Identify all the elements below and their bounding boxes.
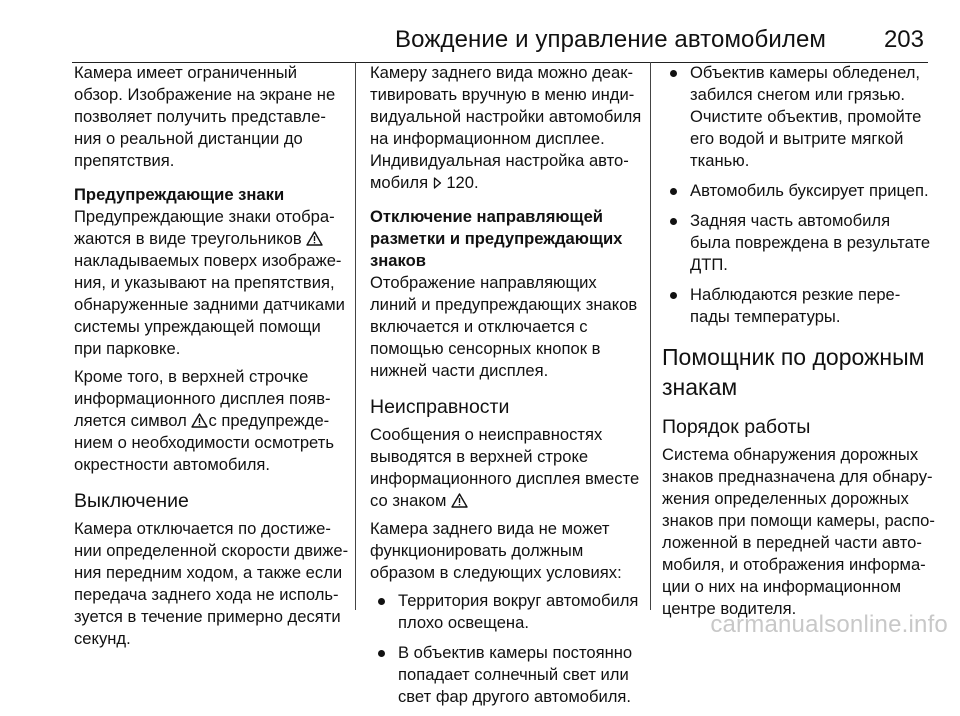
paragraph: Кроме того, в верхней строчке информационного дисплея появ‐ ляется символ с предупрежде‐ нием о необходимости осмотреть окрестности автомобиля. bbox=[74, 367, 334, 474]
warning-triangle-icon bbox=[191, 413, 208, 428]
paragraph: Камеру заднего вида можно деак‐ тивировать вручную в меню инди‐ видуальной настройки автомобиля на информационном дисплее. Индивидуальная настройка авто‐ мобиля 120. bbox=[370, 63, 642, 192]
condition-list bbox=[370, 590, 638, 708]
paragraph: Камера имеет ограниченный обзор. Изображение на экране не позволяет получить представле‐ ния о реальной дистанции до препятствия. bbox=[74, 63, 336, 170]
column-2 bbox=[370, 62, 642, 716]
bullet-icon bbox=[670, 292, 677, 299]
bullet-icon bbox=[670, 70, 677, 77]
heading-shutdown: Выключение bbox=[74, 490, 189, 512]
list-item: Автомобиль буксирует прицеп. bbox=[662, 180, 932, 202]
heading-operation: Порядок работы bbox=[662, 416, 811, 438]
column-3 bbox=[662, 62, 935, 620]
list-item: Территория вокруг автомобиля плохо освещена. bbox=[370, 590, 638, 634]
paragraph: Камера заднего вида не может функционировать должным образом в следующих условиях: bbox=[370, 519, 622, 582]
list-item: Объектив камеры обледенел, забился снегом или грязью. Очистите объектив, промойте его водой и вытрите мягкой тканью. bbox=[662, 62, 932, 172]
paragraph: Система обнаружения дорожных знаков предназначена для обнару‐ жения определенных дорожных знаков при помощи камеры, распо‐ ложенной в передней части авто‐ мобиля, и отображения информа‐ ции о них на информационном центре водителя. bbox=[662, 445, 935, 618]
page-header bbox=[72, 20, 928, 63]
column-divider bbox=[650, 62, 651, 610]
watermark: carmanualsonline.info bbox=[710, 611, 948, 638]
column-divider bbox=[355, 62, 356, 610]
section-title-traffic-sign-assistant: Помощник по дорожным знакам bbox=[662, 344, 925, 400]
list-item: Задняя часть автомобиля была повреждена в результате ДТП. bbox=[662, 210, 932, 276]
heading-faults: Неисправности bbox=[370, 396, 510, 418]
subheading-warning-signs: Предупреждающие знаки bbox=[74, 185, 285, 204]
bullet-icon bbox=[378, 650, 385, 657]
paragraph: Отображение направляющих линий и предупреждающих знаков включается и отключается с помощью сенсорных кнопок в нижней части дисплея. bbox=[370, 273, 638, 380]
warning-triangle-icon bbox=[306, 231, 323, 246]
page-reference-arrow-icon[interactable] bbox=[433, 177, 442, 189]
page-title: Вождение и управление автомобилем bbox=[395, 26, 826, 53]
page-number: 203 bbox=[883, 26, 924, 53]
bullet-icon bbox=[670, 188, 677, 195]
subheading-guidelines: Отключение направляющей разметки и предупреждающих знаков bbox=[370, 207, 623, 270]
warning-triangle-icon bbox=[451, 493, 468, 508]
bullet-icon bbox=[670, 218, 677, 225]
paragraph: Камера отключается по достиже‐ нии определенной скорости движе‐ ния передним ходом, а также если передача заднего хода не исполь‐ зуется в течение примерно десяти секунд. bbox=[74, 519, 349, 648]
list-item: Наблюдаются резкие пере‐ пады температуры. bbox=[662, 284, 932, 328]
page-reference-link[interactable]: 120. bbox=[446, 173, 479, 192]
list-item: В объектив камеры постоянно попадает солнечный свет или свет фар другого автомобиля. bbox=[370, 642, 638, 708]
bullet-icon bbox=[378, 598, 385, 605]
paragraph: Сообщения о неисправностях выводятся в верхней строке информационного дисплея вместе со знаком bbox=[370, 425, 640, 510]
paragraph: Предупреждающие знаки отобра‐ жаются в виде треугольников накладываемых поверх изображе‐ ния, и указывают на препятствия, обнаруженные задними датчиками системы упреждающей помощи при парковке. bbox=[74, 207, 345, 358]
condition-list bbox=[662, 62, 932, 328]
column-1 bbox=[74, 62, 349, 650]
